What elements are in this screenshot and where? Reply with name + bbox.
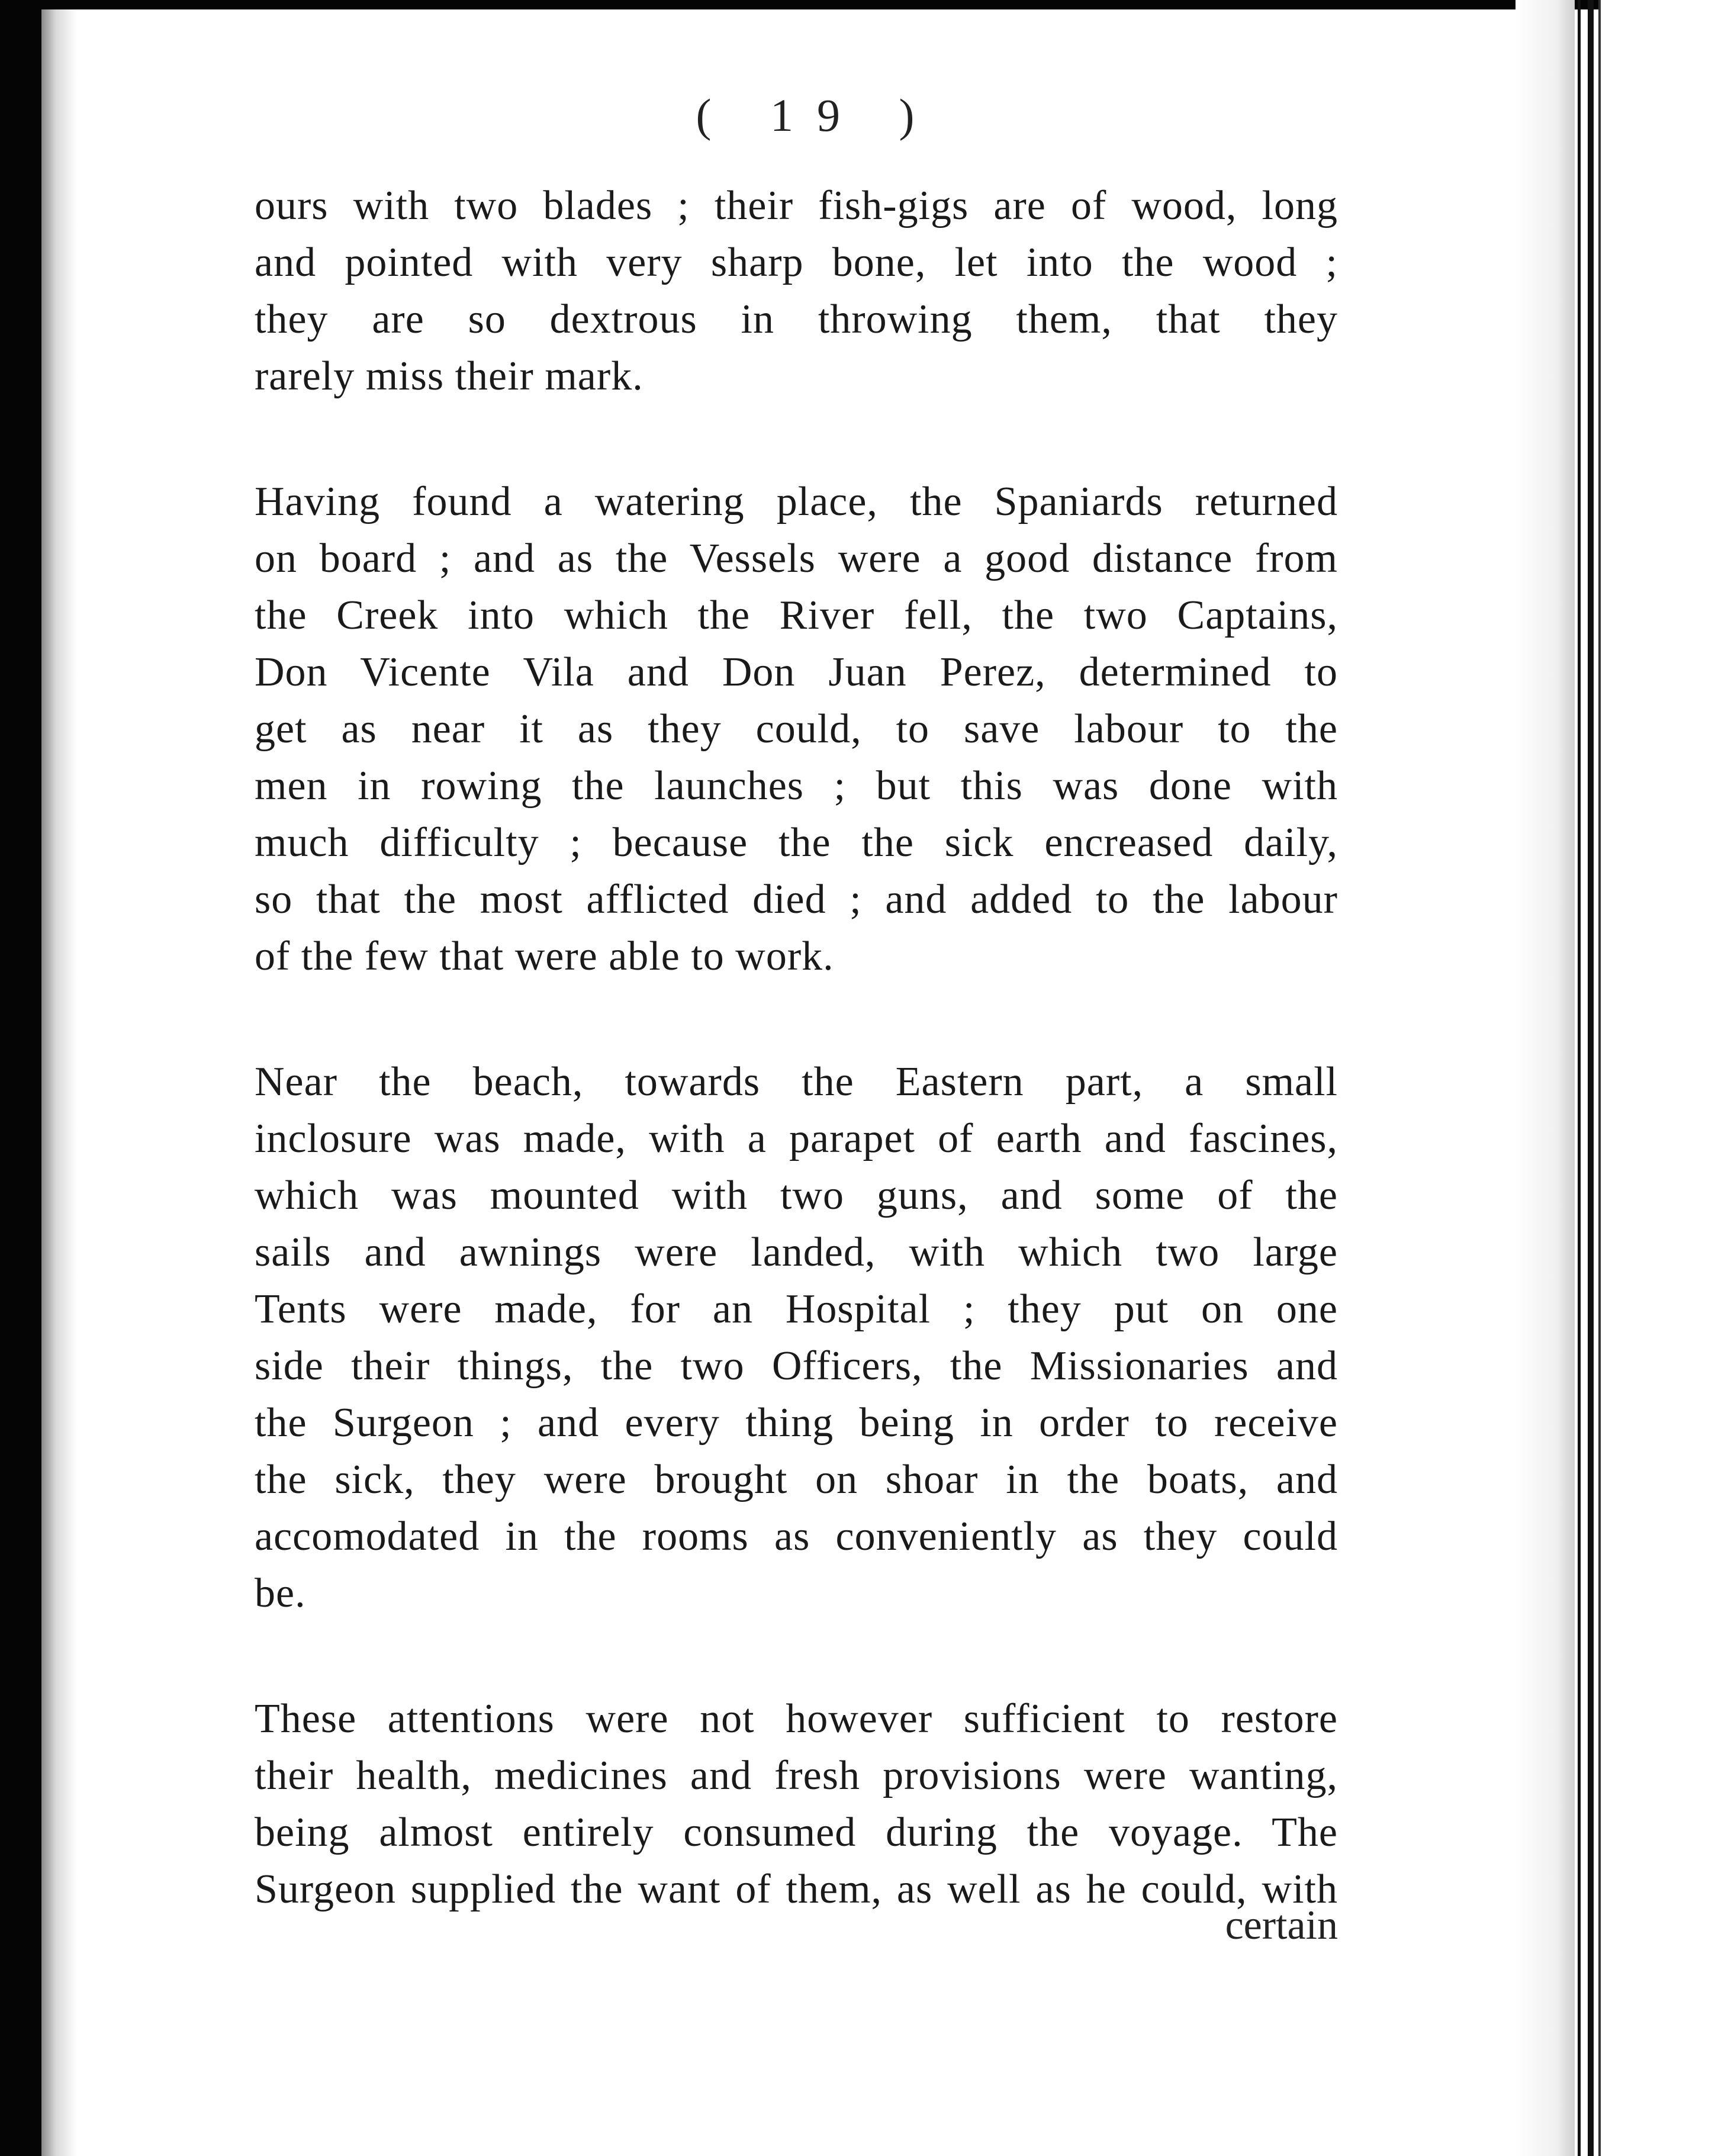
facing-page-edge [1601,0,1731,2156]
paragraph [255,1054,1338,1622]
text-line: so that the most afflicted died ; and added to the labour [255,877,1338,922]
paragraph [255,1691,1338,1918]
gutter-rule [1578,0,1581,2156]
text-line: being almost entirely consumed during the voyage. The [255,1810,1338,1855]
text-line: ours with two blades ; their fish-gigs are of wood, long [255,183,1338,229]
paragraph [255,178,1338,405]
text-line: the sick, they were brought on shoar in the boats, and [255,1457,1338,1502]
page-number: ( 19 ) [696,89,938,141]
text-line: Don Vicente Vila and Don Juan Perez, determined to [255,649,1338,695]
text-line: men in rowing the launches ; but this was done with [255,763,1338,809]
page-edge-shadow [41,0,77,2156]
text-line: sails and awnings were landed, with which two large [255,1230,1338,1275]
gutter-shadow [1516,0,1575,2156]
text-line: get as near it as they could, to save labour to the [255,706,1338,752]
paragraph [255,474,1338,985]
catchword: certain [1225,1903,1338,1948]
text-line: Near the beach, towards the Eastern part, a small [255,1059,1338,1105]
text-line: Tents were made, for an Hospital ; they put on one [255,1286,1338,1332]
text-line: rarely miss their mark. [255,353,644,399]
text-line: which was mounted with two guns, and some of the [255,1173,1338,1218]
text-line: of the few that were able to work. [255,934,834,979]
text-line: accomodated in the rooms as conveniently as they could [255,1514,1338,1559]
text-line: Having found a watering place, the Spaniards returned [255,479,1338,524]
text-line: inclosure was made, with a parapet of earth and fascines, [255,1116,1338,1161]
text-line: they are so dextrous in throwing them, that they [255,297,1338,342]
text-line: and pointed with very sharp bone, let into the wood ; [255,240,1338,285]
text-line: side their things, the two Officers, the Missionaries and [255,1343,1338,1389]
text-line: their health, medicines and fresh provisions were wanting, [255,1753,1338,1798]
body-text [255,178,1338,1918]
text-line: on board ; and as the Vessels were a good distance from [255,536,1338,581]
scan-left-border [0,0,41,2156]
text-line: Surgeon supplied the want of them, as well as he could, with [255,1867,1338,1912]
gutter-rule [1588,0,1594,2156]
text-line: be. [255,1571,306,1616]
text-line: the Surgeon ; and every thing being in order to receive [255,1400,1338,1446]
scan-top-border [0,0,1731,9]
text-line: much difficulty ; because the the sick encreased daily, [255,820,1338,865]
text-line: These attentions were not however sufficient to restore [255,1696,1338,1742]
text-line: the Creek into which the River fell, the two Captains, [255,593,1338,638]
